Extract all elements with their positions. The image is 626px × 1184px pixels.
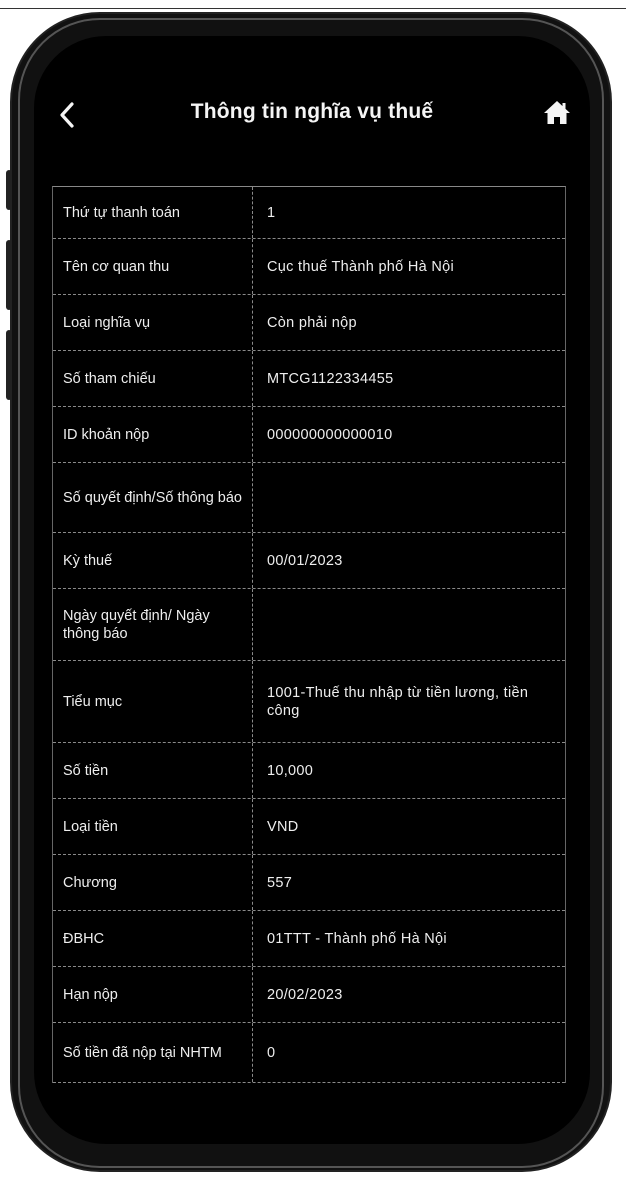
phone-volume-down-button xyxy=(6,330,12,400)
row-label: Loại tiền xyxy=(53,799,253,854)
row-value: Còn phải nộp xyxy=(267,314,357,331)
row-value: 0 xyxy=(267,1044,276,1061)
table-row xyxy=(53,187,565,239)
row-label: Ngày quyết định/ Ngày thông báo xyxy=(53,589,253,660)
row-label: ĐBHC xyxy=(53,911,253,966)
app-screen xyxy=(34,36,590,1144)
table-row xyxy=(53,799,565,855)
table-row xyxy=(53,743,565,799)
table-row xyxy=(53,351,565,407)
table-row xyxy=(53,589,565,661)
row-value: 00/01/2023 xyxy=(267,552,343,569)
table-row xyxy=(53,239,565,295)
row-label: Tiểu mục xyxy=(53,661,253,742)
row-label: Thứ tự thanh toán xyxy=(53,187,253,238)
phone-side-button xyxy=(6,170,12,210)
row-label: Chương xyxy=(53,855,253,910)
row-label: Tên cơ quan thu xyxy=(53,239,253,294)
top-divider xyxy=(0,8,626,9)
table-row xyxy=(53,855,565,911)
table-row xyxy=(53,407,565,463)
phone-volume-up-button xyxy=(6,240,12,310)
page-title: Thông tin nghĩa vụ thuế xyxy=(190,100,434,123)
home-icon[interactable] xyxy=(542,98,572,128)
row-value xyxy=(253,463,565,532)
table-row xyxy=(53,661,565,743)
row-value: MTCG1122334455 xyxy=(267,370,394,387)
row-value: 1 xyxy=(267,204,276,221)
row-label: Số tiền xyxy=(53,743,253,798)
row-value xyxy=(253,589,565,660)
row-value: Cục thuế Thành phố Hà Nội xyxy=(267,258,454,275)
row-value: 10,000 xyxy=(267,762,314,779)
table-row xyxy=(53,1023,565,1083)
row-label: Hạn nộp xyxy=(53,967,253,1022)
row-label: Số quyết định/Số thông báo xyxy=(53,463,253,532)
row-label: Số tham chiếu xyxy=(53,351,253,406)
row-value: VND xyxy=(267,818,299,835)
row-label: Kỳ thuế xyxy=(53,533,253,588)
table-row xyxy=(53,533,565,589)
row-value: 01TTT - Thành phố Hà Nội xyxy=(267,930,447,947)
tax-info-table xyxy=(52,186,566,1083)
row-label: Số tiền đã nộp tại NHTM xyxy=(53,1023,253,1082)
row-label: Loại nghĩa vụ xyxy=(53,295,253,350)
app-header xyxy=(34,92,590,142)
table-row xyxy=(53,295,565,351)
row-value: 000000000000010 xyxy=(267,426,393,443)
table-row xyxy=(53,463,565,533)
table-row xyxy=(53,967,565,1023)
table-row xyxy=(53,911,565,967)
row-value: 20/02/2023 xyxy=(267,986,343,1003)
row-value: 557 xyxy=(267,874,293,891)
row-label: ID khoản nộp xyxy=(53,407,253,462)
row-value: 1001-Thuế thu nhập từ tiền lương, tiền công xyxy=(267,684,529,719)
